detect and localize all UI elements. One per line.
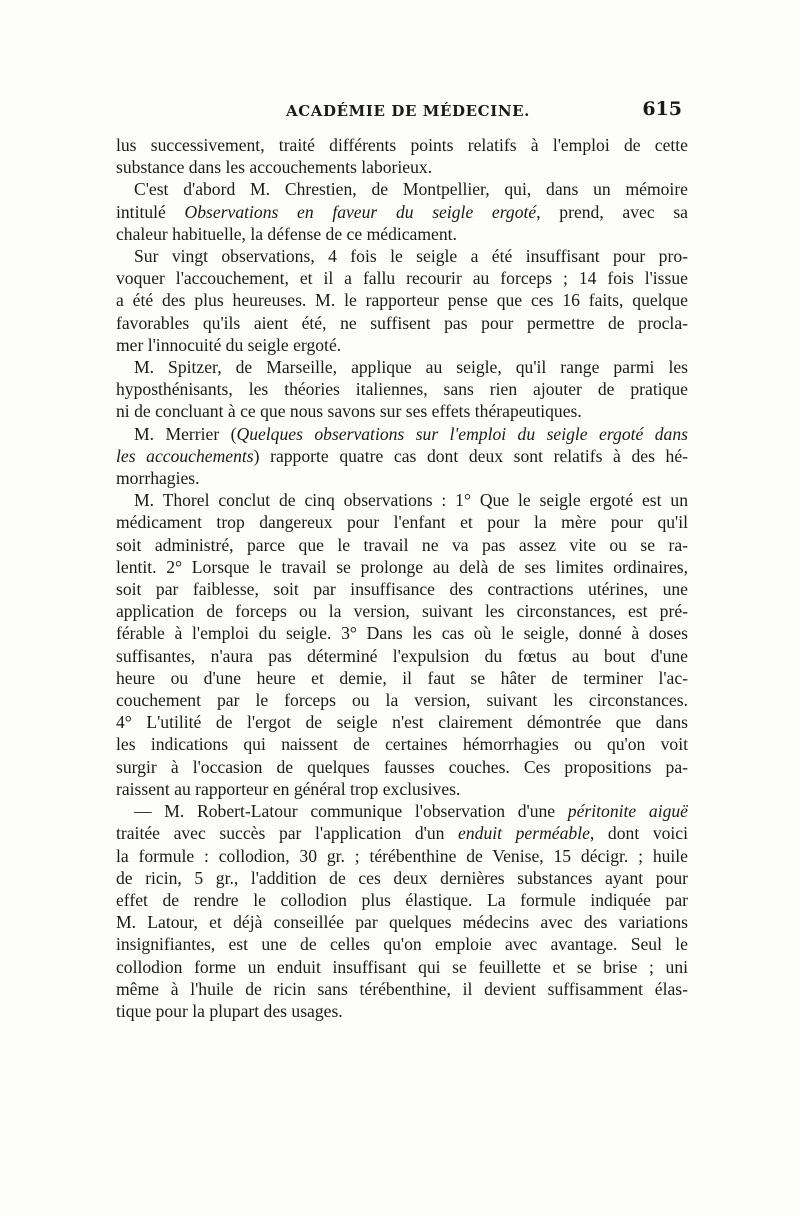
text-line: lentit. 2° Lorsque le travail se prolonge au delà de ses limites ordinaires,	[116, 556, 688, 577]
text-line: heure ou d'une heure et demie, il faut se hâter de terminer l'ac-	[116, 667, 688, 688]
text-line: effet de rendre le collodion plus élastique. La formule indiquée par	[116, 889, 688, 910]
text-line: favorables qu'ils aient été, ne suffisent pas pour permettre de procla-	[116, 312, 688, 333]
italic-title: Quelques observations sur l'emploi du seigle ergoté dans	[236, 423, 688, 444]
running-title: ACADÉMIE DE MÉDECINE.	[286, 102, 530, 120]
text-line: C'est d'abord M. Chrestien, de Montpellier, qui, dans un mémoire	[134, 179, 688, 200]
text-line: insignifiantes, est une de celles qu'on emploie avec avantage. Seul le	[116, 934, 688, 955]
text-line: la formule : collodion, 30 gr. ; térébenthine de Venise, 15 décigr. ; huile	[116, 845, 688, 866]
text-line: couchement par le forceps ou la version, suivant les circonstances.	[116, 690, 688, 711]
italic-term: péritonite aiguë	[567, 801, 688, 822]
page-number: 615	[642, 98, 682, 120]
text-line: même à l'huile de ricin sans térébenthine, il devient suffisamment élas-	[116, 978, 688, 999]
italic-title: les accouchements	[116, 445, 254, 466]
text-line: tique pour la plupart des usages.	[116, 1000, 343, 1021]
text-line: M. Merrier (Quelques observations sur l'emploi du seigle ergoté dans	[134, 423, 688, 444]
text-line: les accouchements) rapporte quatre cas dont deux sont relatifs à des hé-	[116, 445, 688, 466]
text-line: substance dans les accouchements laborieux.	[116, 157, 433, 178]
text-line: application de forceps ou la version, suivant les circonstances, est pré-	[116, 601, 688, 622]
text-line: soit administré, parce que le travail ne va pas assez vite ou se ra-	[116, 534, 688, 555]
body-text	[116, 134, 688, 1022]
text-line: M. Latour, et déjà conseillée par quelques médecins avec des variations	[116, 912, 688, 933]
text-line: M. Spitzer, de Marseille, applique au seigle, qu'il range parmi les	[134, 357, 688, 378]
text-line: raissent au rapporteur en général trop exclusives.	[116, 778, 461, 799]
text-line: 4° L'utilité de l'ergot de seigle n'est clairement démontrée que dans	[116, 712, 688, 733]
text-line: traitée avec succès par l'application d'un enduit perméable, dont voici	[116, 823, 688, 844]
text-line: M. Thorel conclut de cinq observations : 1° Que le seigle ergoté est un	[134, 490, 688, 511]
text-line: a été des plus heureuses. M. le rapporteur pense que ces 16 faits, quelque	[116, 290, 688, 311]
page-header	[118, 98, 686, 128]
text-line: lus successivement, traité différents points relatifs à l'emploi de cette	[116, 135, 688, 155]
text-line: intitulé Observations en faveur du seigle ergoté, prend, avec sa	[116, 201, 688, 222]
text-line: médicament trop dangereux pour l'enfant et pour la mère pour qu'il	[116, 512, 688, 533]
text-line: voquer l'accouchement, et il a fallu recourir au forceps ; 14 fois l'issue	[116, 268, 688, 289]
text-line: de ricin, 5 gr., l'addition de ces deux dernières substances ayant pour	[116, 867, 688, 888]
text-line: chaleur habituelle, la défense de ce médicament.	[116, 223, 457, 244]
text-line: soit par faiblesse, soit par insuffisance des contractions utérines, une	[116, 579, 688, 600]
italic-term: enduit perméable	[458, 823, 590, 844]
text-line: surgir à l'occasion de quelques fausses couches. Ces propositions pa-	[116, 756, 688, 777]
text-line: hyposthénisants, les théories italiennes, sans rien ajouter de pratique	[116, 379, 688, 400]
text-line: collodion forme un enduit insuffisant qui se feuillette et se brise ; uni	[116, 956, 688, 977]
text-line: férable à l'emploi du seigle. 3° Dans les cas où le seigle, donné à doses	[116, 623, 688, 644]
text-line: suffisantes, n'aura pas déterminé l'expulsion du fœtus au bout d'une	[116, 645, 688, 666]
text-line: les indications qui naissent de certaines hémorrhagies ou qu'on voit	[116, 734, 688, 755]
text-line: morrhagies.	[116, 468, 200, 489]
text-line: mer l'innocuité du seigle ergoté.	[116, 334, 342, 355]
text-line: — M. Robert-Latour communique l'observation d'une péritonite aiguë	[134, 801, 688, 822]
italic-title: Observations en faveur du seigle ergoté	[184, 201, 537, 222]
text-line: ni de concluant à ce que nous savons sur ses effets thérapeutiques.	[116, 401, 582, 422]
text-line: Sur vingt observations, 4 fois le seigle a été insuffisant pour pro-	[134, 246, 688, 267]
